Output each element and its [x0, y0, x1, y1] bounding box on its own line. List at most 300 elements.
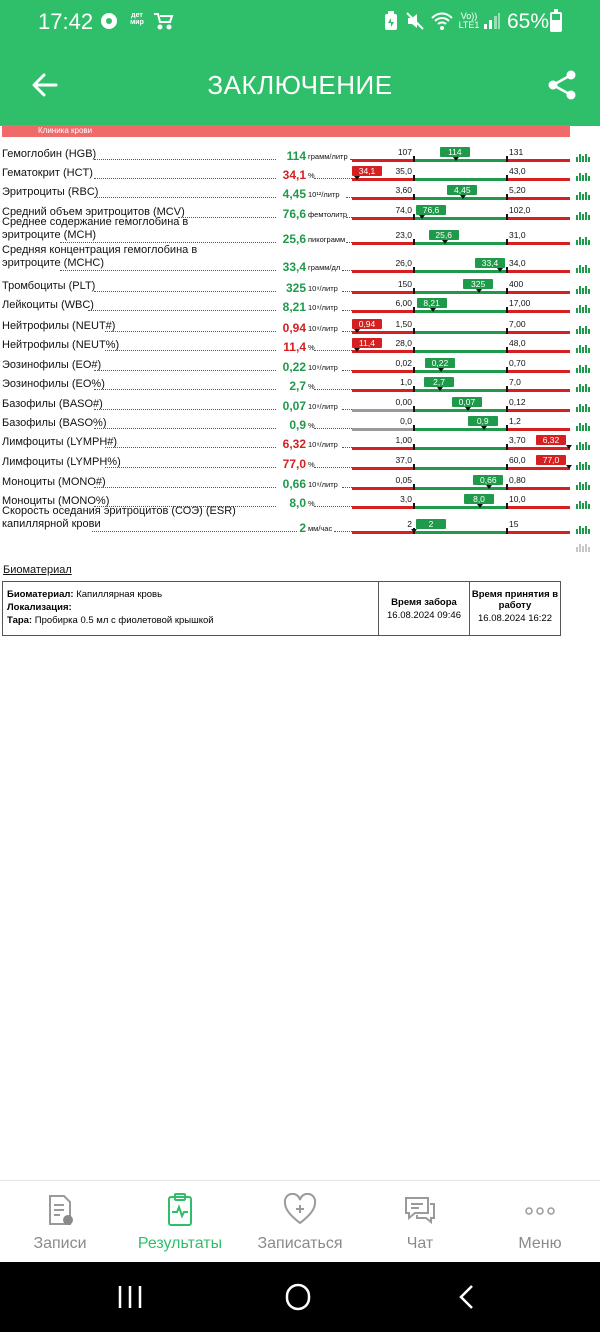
reference-scale — [352, 280, 570, 294]
dotted-leader — [60, 242, 276, 243]
reference-high: 7,00 — [509, 319, 526, 329]
reference-low: 0,00 — [395, 397, 412, 407]
result-name: Лимфоциты (LYMPH%) — [2, 456, 121, 468]
value-pointer — [438, 368, 444, 372]
scale-normal-segment — [414, 270, 507, 273]
scale-normal-segment — [414, 350, 507, 353]
dotted-leader — [94, 159, 276, 160]
reference-high: 0,12 — [509, 397, 526, 407]
value-badge: 33,4 — [475, 258, 505, 268]
reference-high: 400 — [509, 279, 524, 289]
reference-scale — [352, 259, 570, 273]
unit-leader — [342, 331, 352, 332]
result-name: Эозинофилы (EO%) — [2, 378, 105, 390]
detmir-badge: дет мир — [130, 12, 144, 26]
biomaterial-heading[interactable]: Биоматериал — [3, 564, 72, 576]
result-name: Гемоглобин (HGB) — [2, 148, 97, 160]
scale-normal-segment — [414, 389, 507, 392]
scale-high-segment — [507, 178, 570, 181]
result-row[interactable] — [0, 394, 600, 412]
history-icon[interactable] — [576, 384, 590, 392]
reference-low: 37,0 — [395, 455, 412, 465]
low-tick — [413, 156, 415, 162]
result-unit: 10⁹/литр — [308, 402, 338, 411]
reference-low: 2 — [407, 519, 412, 529]
result-unit: % — [308, 460, 315, 469]
value-badge: 2 — [416, 519, 446, 529]
high-tick — [506, 307, 508, 313]
reference-scale — [352, 320, 570, 334]
low-tick — [413, 444, 415, 450]
status-time: 17:42 — [38, 9, 94, 34]
value-badge: 0,07 — [452, 397, 482, 407]
low-tick — [413, 239, 415, 245]
high-tick — [506, 156, 508, 162]
value-badge: 6,32 — [536, 435, 566, 445]
chat-icon — [402, 1193, 438, 1227]
biomaterial-table — [2, 581, 561, 636]
biomaterial-info — [3, 582, 379, 635]
result-value: 0,9 — [289, 418, 306, 432]
scale-high-segment — [507, 270, 570, 273]
low-tick — [413, 367, 415, 373]
saver-icon — [382, 10, 400, 32]
result-value: 2 — [299, 521, 306, 535]
reference-high: 43,0 — [509, 166, 526, 176]
result-unit: 10⁹/литр — [308, 480, 338, 489]
scale-low-segment — [352, 467, 414, 470]
history-icon[interactable] — [576, 404, 590, 412]
nav-menu[interactable] — [480, 1181, 600, 1263]
system-navigation-bar — [0, 1262, 600, 1332]
dotted-leader — [94, 178, 276, 179]
value-badge: 4,45 — [447, 185, 477, 195]
history-icon[interactable] — [576, 526, 590, 534]
low-tick — [413, 288, 415, 294]
localization-label: Локализация: — [7, 602, 72, 613]
scale-low-segment — [352, 531, 414, 534]
result-unit: 10⁹/литр — [308, 324, 338, 333]
history-icon[interactable] — [576, 237, 590, 245]
unit-leader — [314, 178, 352, 179]
result-unit: % — [308, 382, 315, 391]
nav-records-label: Записи — [33, 1235, 87, 1252]
history-icon[interactable] — [576, 154, 590, 162]
stroller-icon — [150, 10, 176, 32]
high-tick — [506, 328, 508, 334]
result-row[interactable] — [0, 355, 600, 373]
share-icon — [545, 68, 579, 102]
result-value: 8,21 — [282, 300, 306, 314]
unit-leader — [314, 389, 352, 390]
low-tick — [413, 386, 415, 392]
value-pointer — [453, 157, 459, 161]
reference-scale — [352, 359, 570, 373]
result-name: Тромбоциты (PLT) — [2, 280, 96, 292]
nav-book[interactable] — [240, 1181, 360, 1263]
reference-high: 7,0 — [509, 377, 521, 387]
low-tick — [413, 194, 415, 200]
unit-leader — [342, 447, 352, 448]
reference-high: 0,80 — [509, 475, 526, 485]
result-row[interactable] — [0, 432, 600, 450]
value-badge: 0,94 — [352, 319, 382, 329]
share-button[interactable] — [545, 68, 579, 102]
section-header: Клиника крови — [2, 125, 570, 137]
reference-high: 15 — [509, 519, 519, 529]
result-row[interactable] — [0, 413, 600, 431]
accept-time-label: Время принятия в работу — [471, 589, 559, 611]
low-tick — [413, 175, 415, 181]
result-name: Нейтрофилы (NEUT#) — [2, 320, 116, 332]
back-nav-icon[interactable] — [448, 1282, 488, 1312]
value-badge: 2,7 — [424, 377, 454, 387]
scale-low-segment — [352, 242, 414, 245]
document-icon — [42, 1193, 78, 1227]
scale-high-segment — [507, 428, 570, 431]
history-icon[interactable] — [576, 286, 590, 294]
result-row[interactable] — [0, 452, 600, 470]
dotted-leader — [94, 428, 276, 429]
history-icon[interactable] — [576, 345, 590, 353]
scale-high-segment — [507, 159, 570, 162]
dotted-leader — [105, 447, 276, 448]
history-icon[interactable] — [576, 442, 590, 450]
value-badge: 8,0 — [464, 494, 494, 504]
scale-low-segment — [352, 178, 414, 181]
scale-normal-segment — [414, 467, 507, 470]
unit-leader — [342, 270, 352, 271]
collect-time-label: Время забора — [391, 597, 457, 608]
history-icon[interactable] — [576, 305, 590, 313]
result-unit: % — [308, 343, 315, 352]
app-bar — [0, 44, 600, 126]
collect-time-value: 16.08.2024 09:46 — [387, 610, 461, 621]
scale-high-segment — [507, 350, 570, 353]
dotted-leader — [94, 197, 276, 198]
history-icon[interactable] — [576, 173, 590, 181]
history-icon[interactable] — [576, 423, 590, 431]
value-pointer — [460, 195, 466, 199]
result-row[interactable] — [0, 374, 600, 392]
collect-time-cell — [379, 582, 470, 635]
nav-menu-label: Меню — [518, 1235, 562, 1252]
nav-chat[interactable] — [360, 1181, 480, 1263]
value-pointer — [354, 348, 360, 352]
reference-high: 60,0 — [509, 455, 526, 465]
value-badge: 8,21 — [417, 298, 447, 308]
high-tick — [506, 239, 508, 245]
signal-icon — [482, 10, 502, 32]
value-pointer — [566, 465, 572, 469]
result-row[interactable] — [0, 472, 600, 490]
result-row[interactable] — [0, 295, 600, 313]
value-pointer — [481, 426, 487, 430]
reference-high: 131 — [509, 147, 524, 157]
result-name: Средняя концентрация гемоглобина в эритроците (MCHC) — [2, 244, 198, 269]
history-icon[interactable] — [576, 365, 590, 373]
scale-high-segment — [507, 447, 570, 450]
tube-value: Пробирка 0.5 мл с фиолетовой крышкой — [34, 615, 214, 626]
scale-high-segment — [507, 310, 570, 313]
nav-records[interactable] — [0, 1181, 120, 1263]
reference-scale — [352, 148, 570, 162]
clipboard-pulse-icon — [162, 1193, 198, 1227]
heart-plus-icon — [282, 1193, 318, 1227]
history-icon[interactable] — [576, 326, 590, 334]
scale-normal-segment — [414, 447, 507, 450]
history-icon[interactable] — [576, 544, 590, 552]
low-tick — [413, 464, 415, 470]
result-name: Среднее содержание гемоглобина в эритроците (MCH) — [2, 216, 189, 241]
scale-high-segment — [507, 331, 570, 334]
result-name: Средний объем эритроцитов (MCV) — [2, 206, 185, 218]
result-name: Моноциты (MONO#) — [2, 476, 106, 488]
scale-normal-segment — [414, 428, 507, 431]
result-name: Лимфоциты (LYMPH#) — [2, 436, 118, 448]
recent-apps-icon[interactable] — [110, 1282, 150, 1312]
result-unit: 10¹²/литр — [308, 190, 340, 199]
value-pointer — [411, 529, 417, 533]
status-bar — [0, 0, 600, 44]
wifi-icon — [430, 10, 454, 32]
scale-normal-segment — [414, 242, 507, 245]
value-badge: 76,6 — [416, 205, 446, 215]
reference-low: 6,00 — [395, 298, 412, 308]
result-value: 4,45 — [282, 187, 306, 201]
result-name: Нейтрофилы (NEUT%) — [2, 339, 120, 351]
accept-time-value: 16.08.2024 16:22 — [478, 613, 552, 624]
value-badge: 11,4 — [352, 338, 382, 348]
scale-high-segment — [507, 487, 570, 490]
high-tick — [506, 367, 508, 373]
dotted-leader — [105, 331, 276, 332]
reference-scale — [352, 299, 570, 313]
scale-low-segment — [352, 447, 414, 450]
reference-low: 26,0 — [395, 258, 412, 268]
scale-low-segment — [352, 370, 414, 373]
result-value: 76,6 — [282, 207, 306, 221]
scale-low-segment — [352, 159, 414, 162]
value-pointer — [442, 240, 448, 244]
high-tick — [506, 386, 508, 392]
reference-high: 1,2 — [509, 416, 521, 426]
reference-low: 150 — [397, 279, 412, 289]
scale-low-segment — [352, 291, 414, 294]
value-badge: 0,66 — [473, 475, 503, 485]
unit-leader — [342, 370, 352, 371]
high-tick — [506, 406, 508, 412]
scale-low-segment — [352, 331, 414, 334]
result-name: Моноциты (MONO%) — [2, 495, 110, 507]
high-tick — [506, 484, 508, 490]
dotted-leader — [94, 487, 276, 488]
reference-low: 0,0 — [400, 416, 412, 426]
scale-normal-segment — [414, 178, 507, 181]
scale-normal-segment — [414, 310, 507, 313]
high-tick — [506, 425, 508, 431]
scale-normal-segment — [414, 487, 507, 490]
bottom-navigation — [0, 1180, 600, 1262]
high-tick — [506, 194, 508, 200]
result-row[interactable] — [0, 335, 600, 353]
result-value: 33,4 — [282, 260, 306, 274]
result-value: 6,32 — [282, 437, 306, 451]
dotted-leader — [94, 370, 276, 371]
high-tick — [506, 288, 508, 294]
reference-low: 0,05 — [395, 475, 412, 485]
value-pointer — [437, 387, 443, 391]
result-value: 34,1 — [282, 168, 306, 182]
unit-leader — [334, 531, 352, 532]
value-badge: 114 — [440, 147, 470, 157]
result-unit: грамм/литр — [308, 152, 348, 161]
history-icon[interactable] — [576, 482, 590, 490]
result-unit: % — [308, 421, 315, 430]
result-unit: фемтолитр — [308, 210, 348, 219]
scale-high-segment — [507, 467, 570, 470]
value-badge: 77,0 — [536, 455, 566, 465]
result-name: Эозинофилы (EO#) — [2, 359, 102, 371]
low-tick — [413, 484, 415, 490]
dotted-leader — [88, 310, 276, 311]
reference-low: 1,50 — [395, 319, 412, 329]
result-row[interactable] — [0, 276, 600, 294]
scale-high-segment — [507, 370, 570, 373]
value-pointer — [566, 445, 572, 449]
value-pointer — [476, 289, 482, 293]
reference-low: 3,60 — [395, 185, 412, 195]
reference-scale — [352, 520, 570, 534]
reference-low: 23,0 — [395, 230, 412, 240]
scale-low-segment — [352, 197, 414, 200]
reference-scale — [352, 167, 570, 181]
result-row[interactable] — [0, 246, 600, 276]
dotted-leader — [92, 531, 297, 532]
low-tick — [413, 328, 415, 334]
reference-low: 28,0 — [395, 338, 412, 348]
result-name: Гематокрит (HCT) — [2, 167, 93, 179]
scale-low-segment — [352, 389, 414, 392]
accept-time-cell — [470, 582, 560, 635]
result-unit: грамм/дл — [308, 263, 341, 272]
mute-icon — [404, 10, 426, 32]
scale-low-segment — [352, 310, 414, 313]
result-unit: 10⁹/литр — [308, 363, 338, 372]
result-row[interactable] — [0, 144, 600, 162]
value-pointer — [465, 407, 471, 411]
scale-high-segment — [507, 242, 570, 245]
result-value: 2,7 — [289, 379, 306, 393]
results-table — [0, 138, 600, 558]
scale-low-segment — [352, 409, 414, 412]
dotted-leader — [105, 467, 276, 468]
reference-high: 17,00 — [509, 298, 531, 308]
unit-leader — [342, 409, 352, 410]
unit-leader — [342, 487, 352, 488]
value-pointer — [354, 176, 360, 180]
scale-high-segment — [507, 389, 570, 392]
result-row[interactable] — [0, 316, 600, 334]
reference-high: 0,70 — [509, 358, 526, 368]
tube-label: Тара: — [7, 615, 33, 626]
result-unit: 10⁹/литр — [308, 440, 338, 449]
history-icon[interactable] — [576, 462, 590, 470]
reference-high: 5,20 — [509, 185, 526, 195]
high-tick — [506, 267, 508, 273]
reference-scale — [352, 436, 570, 450]
result-value: 25,6 — [282, 232, 306, 246]
result-value: 11,4 — [283, 340, 306, 354]
biomaterial-value: Капиллярная кровь — [76, 589, 163, 600]
battery-percent: 65% — [507, 10, 550, 33]
reference-low: 1,0 — [400, 377, 412, 387]
nav-results[interactable] — [120, 1181, 240, 1263]
dotted-leader — [94, 409, 276, 410]
scale-low-segment — [352, 487, 414, 490]
unit-leader — [314, 428, 352, 429]
result-unit: 10⁹/литр — [308, 303, 338, 312]
scale-low-segment — [352, 428, 414, 431]
history-icon[interactable] — [576, 192, 590, 200]
result-name: Базофилы (BASO%) — [2, 417, 107, 429]
result-value: 8,0 — [289, 496, 306, 510]
reference-low: 0,02 — [395, 358, 412, 368]
unit-leader — [314, 467, 352, 468]
low-tick — [413, 307, 415, 313]
scale-normal-segment — [414, 531, 507, 534]
result-unit: пикограмм — [308, 235, 346, 244]
result-unit: мм/час — [308, 524, 333, 533]
reference-scale — [352, 476, 570, 490]
low-tick — [413, 267, 415, 273]
result-row[interactable] — [0, 163, 600, 181]
result-value: 114 — [286, 149, 306, 163]
history-icon[interactable] — [576, 265, 590, 273]
high-tick — [506, 528, 508, 534]
value-badge: 325 — [463, 279, 493, 289]
high-tick — [506, 444, 508, 450]
scale-low-segment — [352, 350, 414, 353]
result-value: 77,0 — [282, 457, 306, 471]
result-row[interactable] — [0, 182, 600, 200]
value-badge: 0,22 — [425, 358, 455, 368]
reference-scale — [352, 398, 570, 412]
low-tick — [413, 425, 415, 431]
result-value: 0,22 — [282, 360, 306, 374]
result-name: Эритроциты (RBC) — [2, 186, 99, 198]
battery-icon — [550, 12, 562, 32]
reference-high: 3,70 — [509, 435, 526, 445]
value-badge: 34,1 — [352, 166, 382, 176]
result-unit: % — [308, 171, 315, 180]
reference-high: 31,0 — [509, 230, 526, 240]
nav-chat-label: Чат — [406, 1235, 434, 1252]
reference-scale — [352, 456, 570, 470]
result-value: 0,07 — [282, 399, 306, 413]
result-name: Базофилы (BASO#) — [2, 398, 103, 410]
value-badge: 25,6 — [429, 230, 459, 240]
result-row[interactable] — [0, 507, 600, 537]
value-pointer — [430, 308, 436, 312]
reference-low: 1,00 — [395, 435, 412, 445]
result-value: 325 — [285, 281, 306, 295]
nav-book-label: Записаться — [257, 1235, 343, 1252]
scale-high-segment — [507, 291, 570, 294]
result-unit: % — [308, 499, 315, 508]
result-name: Скорость оседания эритроцитов (СОЭ) (ESR) капиллярной крови — [2, 505, 236, 530]
home-icon[interactable] — [278, 1282, 318, 1312]
